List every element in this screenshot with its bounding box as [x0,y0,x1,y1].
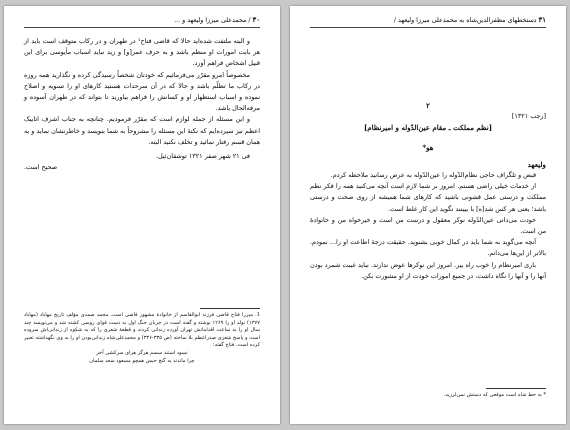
left-paragraph-1: و البته ملتفت شده‌اید حالا که قاضی فتاح¹ در طهران و در رکاب متوقف است باید از هر بابت امورات او منظم باشد و به حرف عمر[و] و زید نباید اسباب مأیوسی برای این قبیل اشخاص فراهم آورد. [24,37,260,68]
left-poem-line-2: چرا ماندند به گنج حبس همچو مسعود سعد سلمان [89,357,195,364]
right-running-title: دستخطهای مظفرالدین‌شاه به محمدعلی میرزا ولیعهد / [393,17,537,24]
right-paragraph-5: باری امیرنظام را خوب راه بیر. امروز این نوکرها عوض ندارند. نباید غیبت شمرد بودن آنها را و آنها را نگاه داشت، در جمیع امورات خودت از او مشورت بکن. [310,260,546,280]
left-poem-line-1: نسود استند سسم هرگز هرای سرکشی آخر [96,349,188,356]
left-sign: صحیح است. [24,163,58,172]
right-footnote [310,392,546,400]
right-page [290,6,566,424]
right-page-number: ۳۱ [538,15,546,24]
left-footnote-rule [200,308,260,309]
left-running-title: / محمدعلی میرزا ولیعهد و ... [174,17,251,24]
left-date: فی ۲۱ شهر صفر ۱۳۲۱ توشقان‌ئیل. [155,152,250,161]
right-paragraph-3: خودت می‌دانی عین‌الدّوله نوکر معقول و درست من است و خیرخواه من و خانوادهٔ من است. [310,215,546,236]
right-paragraph-4: آنچه می‌گوید به شما باید در کمال خوبی بشنوید. حقیقت درجهٔ اطاعت او را... نمودم. بالاتر از این‌ها می‌دانم. [310,238,546,258]
hu-heading: هو* [422,142,434,152]
right-footnote-rule [486,388,546,389]
section-date: [رجب ۱۳۲۱] [511,112,546,121]
right-footnote-text: * به خط شاه است موقعی که دستش نمی‌لرزید. [443,392,546,398]
salutation: ولیعهد [527,159,546,169]
left-page-header [24,15,260,28]
section-number: ۲ [426,101,430,110]
left-body-text [24,36,260,173]
right-paragraph-2: از خدمات خیلی راضی هستم. امروز بر شما لازم است آنچه می‌کنید همه را فکر نظم مملکت و درستی عمل قشونی باشید که کارهای شما همیشه از روی صحت و درستی باشد؛ یعنی هر کس شد[ه] با بیینند نگوید این کار غلط است. [310,182,546,213]
left-page [4,6,280,424]
left-page-number: ۳۰ [252,15,260,24]
left-footnote-text: 1. میرزا فتاح قاضی فرزند ابوالقاسم از خانوادهٔ مشهور قاضی است. محمد صمدی مؤلف تاریخ مهاباد (مهاباد ۱۳۷۷) تولد او را ۱۲۶۹ نوشته و گفته است در جریان جنگ اول به دست قوای روسی کشته شد و می‌نویسد چند سال او را به ساعت اقداماتش تهران آورده زندانی کردند و قطعهٔ شعری را که به شکوه از زندانی‌اش سروده است و پاسخ شعری صدراعظم بلا ساخته (ص ۳۳۵-۳۴۶) و محمدعلی‌شاه زندانی‌بودن او را به وی نگهداشته تعبیر کرده است. فتاح گفته: [24,312,260,349]
left-paragraph-3: و این مسئله از جمله لوازم است که مقرّر فرمودیم. چنانچه به جناب اشرف اتابیک اعظم نیز سپرده‌ایم که نکتهٔ این مسئله را مشروحاً به شما بنویسد و خاطرنشان نماید و به همان قسم رفتار نمائید و تخلف نکنید البته. [24,115,260,146]
right-body-text [310,100,546,282]
right-page-header [310,15,546,28]
left-paragraph-2: مخصوصاً امرو مقرّر می‌فرمائیم که خودتان شخصاً رسیدگی کرده و نگذارید همه روزه در رکاب ما تظلّم باشد و حالا که در آن سرحدات هستید کارهای او را تسویه و اصلاح نموده و اسباب استظهار او و کسانش را فراهم بیاورید تا بتواند که در طهران آسوده و مرفه‌الحال باشد. [24,70,260,113]
left-footnote [24,312,260,365]
section-title: [نظم مملکت ـ مقام عین‌الدّوله و امیرنظام] [363,123,493,133]
right-paragraph-1: قبض و تلگراف حاجی نظام‌الدّوله را عین‌الدّوله به عرض رسانید ملاحظه کردم. [330,171,536,180]
